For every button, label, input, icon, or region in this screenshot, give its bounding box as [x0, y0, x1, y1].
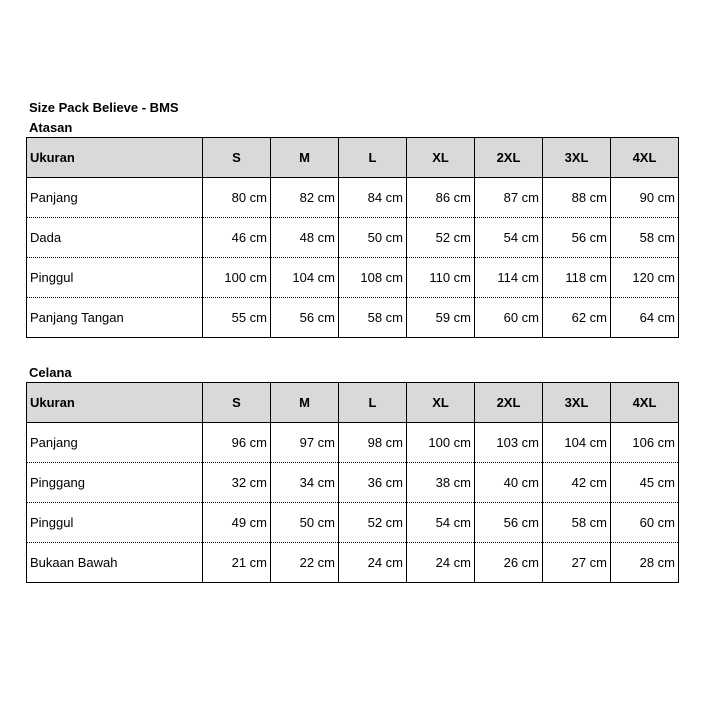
table-cell: 24 cm [339, 543, 407, 583]
table-cell: 86 cm [407, 178, 475, 218]
table-cell: 46 cm [203, 218, 271, 258]
table-cell: 100 cm [407, 423, 475, 463]
column-header: M [271, 138, 339, 178]
column-header: S [203, 383, 271, 423]
table-row [27, 218, 679, 258]
table-cell: 22 cm [271, 543, 339, 583]
column-header: 3XL [543, 138, 611, 178]
row-label: Panjang Tangan [27, 298, 203, 338]
section-label-celana: Celana [29, 365, 72, 380]
table-cell: 55 cm [203, 298, 271, 338]
table-cell: 56 cm [271, 298, 339, 338]
table-cell: 34 cm [271, 463, 339, 503]
table-cell: 88 cm [543, 178, 611, 218]
table-cell: 38 cm [407, 463, 475, 503]
row-label: Pinggang [27, 463, 203, 503]
table-cell: 56 cm [475, 503, 543, 543]
table-cell: 103 cm [475, 423, 543, 463]
column-header: M [271, 383, 339, 423]
row-label: Pinggul [27, 503, 203, 543]
table-cell: 98 cm [339, 423, 407, 463]
column-header: L [339, 383, 407, 423]
size-table-celana [26, 382, 679, 583]
table-cell: 118 cm [543, 258, 611, 298]
table-row [27, 423, 679, 463]
table-cell: 21 cm [203, 543, 271, 583]
table-cell: 64 cm [611, 298, 679, 338]
table-cell: 58 cm [543, 503, 611, 543]
table-cell: 96 cm [203, 423, 271, 463]
table-row [27, 178, 679, 218]
table-cell: 104 cm [271, 258, 339, 298]
table-cell: 36 cm [339, 463, 407, 503]
table-cell: 100 cm [203, 258, 271, 298]
table-cell: 54 cm [475, 218, 543, 258]
column-header: 2XL [475, 383, 543, 423]
table-cell: 24 cm [407, 543, 475, 583]
column-header: XL [407, 138, 475, 178]
table-cell: 87 cm [475, 178, 543, 218]
column-header: XL [407, 383, 475, 423]
table-cell: 59 cm [407, 298, 475, 338]
table-cell: 54 cm [407, 503, 475, 543]
row-label: Panjang [27, 423, 203, 463]
table-cell: 58 cm [611, 218, 679, 258]
table-cell: 108 cm [339, 258, 407, 298]
table-cell: 27 cm [543, 543, 611, 583]
table-row [27, 258, 679, 298]
row-label: Dada [27, 218, 203, 258]
column-header: S [203, 138, 271, 178]
section-label-atasan: Atasan [29, 120, 73, 135]
table-cell: 60 cm [611, 503, 679, 543]
table-cell: 114 cm [475, 258, 543, 298]
table-cell: 97 cm [271, 423, 339, 463]
table-cell: 52 cm [407, 218, 475, 258]
table-cell: 84 cm [339, 178, 407, 218]
table-cell: 120 cm [611, 258, 679, 298]
row-label: Pinggul [27, 258, 203, 298]
table-cell: 32 cm [203, 463, 271, 503]
table-cell: 52 cm [339, 503, 407, 543]
table-row [27, 463, 679, 503]
table-cell: 60 cm [475, 298, 543, 338]
table-cell: 45 cm [611, 463, 679, 503]
table-row [27, 503, 679, 543]
table-cell: 110 cm [407, 258, 475, 298]
table-cell: 48 cm [271, 218, 339, 258]
table-cell: 82 cm [271, 178, 339, 218]
column-header: 3XL [543, 383, 611, 423]
table-header-row [27, 138, 679, 178]
column-header: Ukuran [27, 138, 203, 178]
document-title: Size Pack Believe - BMS [29, 100, 179, 115]
column-header: L [339, 138, 407, 178]
table-row [27, 543, 679, 583]
table-cell: 42 cm [543, 463, 611, 503]
table-cell: 56 cm [543, 218, 611, 258]
table-cell: 80 cm [203, 178, 271, 218]
column-header: 2XL [475, 138, 543, 178]
table-header-row [27, 383, 679, 423]
row-label: Panjang [27, 178, 203, 218]
table-cell: 28 cm [611, 543, 679, 583]
column-header: Ukuran [27, 383, 203, 423]
table-cell: 58 cm [339, 298, 407, 338]
column-header: 4XL [611, 138, 679, 178]
table-cell: 26 cm [475, 543, 543, 583]
size-table-atasan [26, 137, 679, 338]
table-cell: 90 cm [611, 178, 679, 218]
row-label: Bukaan Bawah [27, 543, 203, 583]
column-header: 4XL [611, 383, 679, 423]
table-cell: 104 cm [543, 423, 611, 463]
table-cell: 106 cm [611, 423, 679, 463]
table-cell: 49 cm [203, 503, 271, 543]
table-cell: 40 cm [475, 463, 543, 503]
table-cell: 62 cm [543, 298, 611, 338]
table-row [27, 298, 679, 338]
table-cell: 50 cm [339, 218, 407, 258]
table-cell: 50 cm [271, 503, 339, 543]
